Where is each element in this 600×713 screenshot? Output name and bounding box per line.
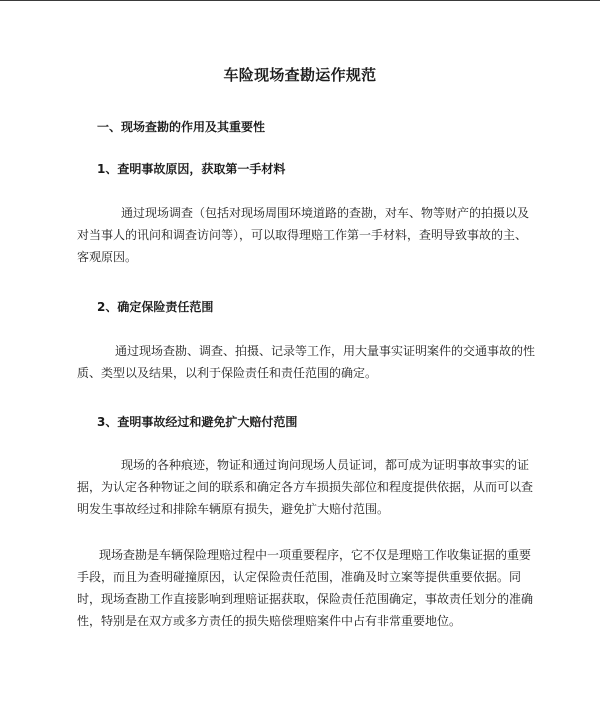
subsection-heading-3: 3、查明事故经过和避免扩大赔付范围 [97,415,298,429]
section-heading-1: 一、现场查勘的作用及其重要性 [97,120,266,134]
subsection-heading-1: 1、查明事故原因，获取第一手材料 [97,162,286,176]
summary-paragraph: 现场查勘是车辆保险理赔过程中一项重要程序，它不仅是理赔工作收集证据的重要手段，而且为查明碰撞原因，认定保险责任范围，准确及时立案等提供重要依据。同时，现场查勘工作直接影响到理赔证据获取，保险责任范围确定，事故责任划分的准确性，特别是在双方或多方责任的损失赔偿理赔案件中占有非常重要地位。 [77,548,534,628]
document-title: 车险现场查勘运作规范 [223,66,377,84]
paragraph-1: 通过现场调查（包括对现场周围环境道路的查勘，对车、物等财产的拍摄以及对当事人的讯问和调查访问等），可以取得理赔工作第一手材料，查明导致事故的主、客观原因。 [77,206,530,264]
paragraph-2: 通过现场查勘、调查、拍摄、记录等工作，用大量事实证明案件的交通事故的性质、类型以及结果，以利于保险责任和责任范围的确定。 [77,344,536,380]
paragraph-3: 现场的各种痕迹，物证和通过询问现场人员证词，都可成为证明事故事实的证据，为认定各种物证之间的联系和确定各方车损损失部位和程度提供依据，从而可以查明发生事故经过和排除车辆原有损失，避免扩大赔付范围。 [77,458,534,516]
subsection-heading-2: 2、确定保险责任范围 [97,300,214,314]
